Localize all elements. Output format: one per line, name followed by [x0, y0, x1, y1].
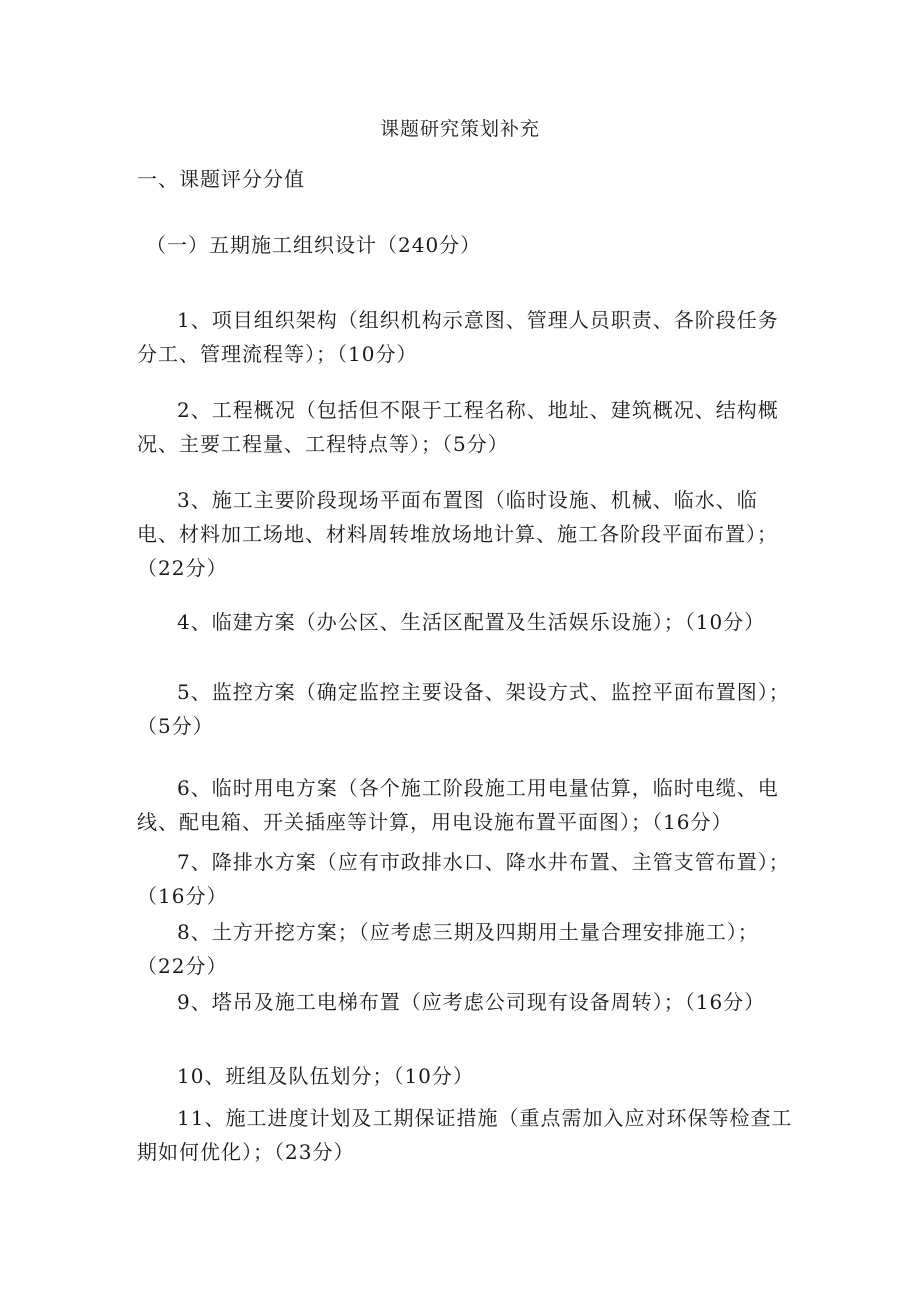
subsection-heading: （一）五期施工组织设计（240分） [146, 233, 482, 257]
list-item: 4、临建方案（办公区、生活区配置及生活娱乐设施）；（10分） [177, 610, 766, 634]
list-item: 1、项目组织架构（组织机构示意图、管理人员职责、各阶段任务分工、管理流程等）；（10分） [137, 308, 779, 366]
list-item: 8、土方开挖方案；（应考虑三期及四期用土量合理安排施工）；（22分） [137, 920, 759, 978]
list-item: 9、塔吊及施工电梯布置（应考虑公司现有设备周转）；（16分） [177, 990, 766, 1014]
page-title: 课题研究策划补充 [379, 118, 540, 140]
list-item: 11、施工进度计划及工期保证措施（重点需加入应对环保等检查工期如何优化）；（23分） [137, 1106, 793, 1164]
list-item: 2、工程概况（包括但不限于工程名称、地址、建筑概况、结构概况、主要工程量、工程特点等）；（5分） [137, 398, 779, 456]
list-item: 6、临时用电方案（各个施工阶段施工用电量估算，临时电缆、电线、配电箱、开关插座等计算，用电设施布置平面图）；（16分） [137, 776, 779, 834]
section-heading: 一、课题评分分值 [137, 167, 305, 191]
list-item: 5、监控方案（确定监控主要设备、架设方式、监控平面布置图）；（5分） [137, 680, 790, 738]
list-item: 10、班组及队伍划分；（10分） [177, 1064, 474, 1088]
list-item: 7、降排水方案（应有市政排水口、降水井布置、主管支管布置）；（16分） [137, 850, 790, 908]
list-item: 3、施工主要阶段现场平面布置图（临时设施、机械、临水、临电、材料加工场地、材料周转堆放场地计算、施工各阶段平面布置）；（22分） [137, 488, 778, 580]
